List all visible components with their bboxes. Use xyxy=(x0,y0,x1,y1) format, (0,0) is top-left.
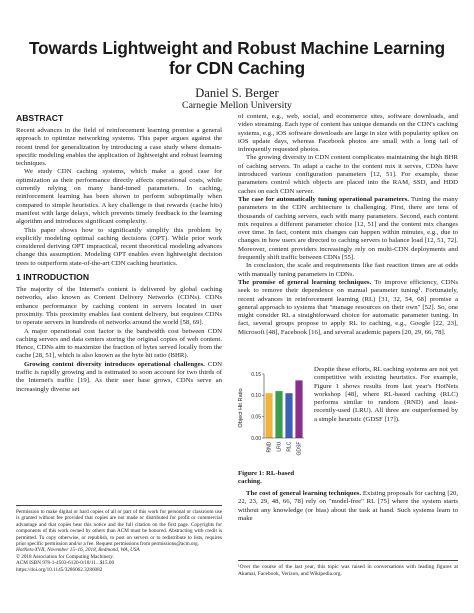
y-tick-label: 0.15 xyxy=(251,371,261,378)
y-tick-label: 0.10 xyxy=(251,393,261,400)
bar-gdsf xyxy=(295,380,302,438)
x-tick-label-rlc: RLC xyxy=(286,441,293,452)
right-paragraph-wrap: Despite these efforts, RL caching systems are not yet competitive with existing heuristics. For example, Figure 1 shows results from last year's HotNets workshop [48], where RL-based caching (RLC) performs similar to random (RND) and least-recently-used (LRU). All three are outperformed by a simple heuristic (GDSF [17]). xyxy=(314,366,458,423)
permission-block xyxy=(16,505,222,573)
abstract-paragraph-3: This paper shows how to significantly simplify this problem by explicitly modeling optimal caching decisions (OPT). While prior work considered deriving OPT impractical, recent theoretical modeling advances change this assumption. Modeling OPT enables even lightweight decision trees to outperform state-of-the-art CDN caching heuristics. xyxy=(16,226,222,267)
doi-link[interactable]: https://doi.org/10.1145/3286062.3286082 xyxy=(16,566,103,573)
right-paragraph-2: The growing diversity in CDN content complicates maintaining the high BHR of caching servers. To adapt a cache to the content mix it serves, CDNs have introduced various configuration parameters [12, 51]. For example, these parameters control which objects are placed into the RAM, SSD, and HDD caches on each CDN server. xyxy=(238,154,458,195)
abstract-paragraph-2: We study CDN caching systems, which make a good case for optimization as their performance directly affects operational costs, while currently relying on many hand-tuned parameters. In caching, reinforcement learning has been shown to perform suboptimally when compared to simple heuristics. A key challenge is that rewards (cache hits) manifest with large delays, which prevents timely feedback to the learning algorithm and introduces significant complexity. xyxy=(16,168,222,226)
figure-1 xyxy=(238,366,314,490)
footnote: ¹Over the course of the last year, this topic was raised in conversations with leading figures at Akamai, Facebook, Verizon, and Wikipedia.org. xyxy=(238,560,458,577)
figure-1-caption-text: RL-based caching. xyxy=(238,470,295,486)
right-paragraph-5-body: To improve efficiency, CDNs seek to remove their dependence on manual parameter tuning¹. Fortunately, recent advances in reinforcement learning (RL) [31, 32, 54, 68] promise a general approach to systems that "manage resources on their own" [52]. So, one might consider RL a straightforward choice for automatic parameter tuning. In fact, several groups propose to apply RL to caching, e.g., Google [22, 23], Microsoft [48], Facebook [16], and several academic papers [20, 29, 66, 78]. xyxy=(238,278,459,336)
right-paragraph-6-lead: The cost of general learning techniques. xyxy=(246,490,362,497)
figure-1-caption xyxy=(238,470,304,487)
author-name: Daniel S. Berger xyxy=(195,86,279,100)
figure-wrap-text xyxy=(314,366,458,424)
conference-info: HotNets-XVII, November 15–16, 2018, Redmond, WA, USA xyxy=(16,547,140,554)
left-column xyxy=(16,113,222,394)
right-paragraph-3-lead: The case for automatically tuning operational parameters. xyxy=(238,195,409,203)
y-tick-label: 0.05 xyxy=(251,414,261,421)
y-axis-label: Object Hit Ratio xyxy=(238,388,244,428)
right-paragraph-5 xyxy=(238,279,458,337)
paper-title xyxy=(16,38,458,78)
x-tick-label-rnd: RND xyxy=(266,441,273,453)
x-tick-label-gdsf: GDSF xyxy=(296,441,303,456)
right-paragraph-3 xyxy=(238,196,458,262)
right-paragraph-6-body: Existing proposals for caching [20, 22, 23, 29, 48, 66, 78] rely on "model-free" RL [75] where the system starts without any knowledge (or bias) about the task at hand. Such systems learn to make xyxy=(238,490,459,522)
right-paragraph-6 xyxy=(238,490,458,523)
intro-paragraph-1: The majority of the Internet's content is delivered by global caching networks, also known as Content Delivery Networks (CDNs). CDNs enhance performance by caching content in servers located in user proximity. This proximity enables fast content delivery, but requires CDNs to operate servers in hundreds of networks around the world [58, 69]. xyxy=(16,286,222,327)
title-line-1: Towards Lightweight and Robust Machine Learning xyxy=(28,38,446,58)
title-line-2: for CDN Caching xyxy=(168,58,305,78)
right-paragraph-5-lead: The promise of general learning techniques. xyxy=(238,278,372,286)
intro-paragraph-3-lead: Growing content diversity introduces operational challenges. xyxy=(24,360,205,368)
intro-paragraph-3-body: CDN traffic is rapidly growing and is estimated to soon account for two thirds of the Internet's traffic [19]. As their user base grows, CDNs serve an increasingly diverse set xyxy=(16,360,222,393)
author-block xyxy=(0,86,474,112)
bar-rlc xyxy=(285,393,292,438)
right-paragraph-4: In conclusion, the scale and requirements like fast reaction times are at odds with manually tuning parameters in CDNs. xyxy=(238,262,458,278)
bar-lru xyxy=(275,391,282,438)
right-paragraph-1: of content, e.g., web, social, and ecommerce sites, software downloads, and video streaming. Each type of content has unique demands on the CDN's caching systems, e.g., iOS software downloads are large in size with popularity spikes on iOS update days, whereas Facebook photos are small with a long tail of infrequently requested photos. xyxy=(238,113,458,154)
right-paragraph-3-body: Tuning the many parameters in the CDN architecture is challenging. First, there are tens of thousands of caching servers, each with many parameters. Second, each content mix requires a different parameter choice [12, 51] and the content mix changes over time. In fact, content mix changes can happen within minutes, e.g., due to changes in how users are directed to caching servers to balance load [12, 51, 72]. Moreover, content providers increasingly rely on multi-CDN deployments and frequently shift traffic between CDNs [55]. xyxy=(238,195,458,262)
permission-text: Permission to make digital or hard copies of all or part of this work for personal or classroom use is granted without fee provided that copies are not made or distributed for profit or commercial advantage and that copies bear this notice and the full citation on the first page. Copyrights for components of this work owned by others than ACM must be honored. Abstracting with credit is permitted. To copy otherwise, or republish, to post on servers or to redistribute to lists, requires prior specific permission and/or a fee. Request permissions from permissions@acm.org. xyxy=(16,509,222,548)
bar-rnd xyxy=(265,393,272,438)
intro-paragraph-3 xyxy=(16,361,222,394)
introduction-heading: 1 INTRODUCTION xyxy=(16,272,90,283)
right-column-continued xyxy=(238,490,458,523)
figure-1-caption-label: Figure 1: xyxy=(238,470,265,477)
abstract-paragraph-1: Recent advances in the field of reinforcement learning promise a general approach to optimize networking systems. This paper argues against the recent trend for generalization by introducing a case study where domain-specific modeling enables the application of lightweight and robust learning techniques. xyxy=(16,127,222,168)
copyright-line: © 2018 Association for Computing Machinery. xyxy=(16,553,114,560)
right-column xyxy=(238,113,458,337)
bar-chart xyxy=(238,366,308,470)
intro-paragraph-2: A major operational cost factor is the bandwidth cost between CDN caching servers and data centers storing the original copies of web content. Hence, CDNs aim to maximize the fraction of bytes served locally from the cache [28, 51], which is also known as the byte hit ratio (BHR). xyxy=(16,327,222,360)
author-affiliation: Carnegie Mellon University xyxy=(182,100,292,111)
abstract-heading: ABSTRACT xyxy=(16,113,64,123)
x-tick-label-lru: LRU xyxy=(276,441,283,452)
isbn-line: ACM ISBN 978-1-4503-6120-0/18/11...$15.00 xyxy=(16,560,115,567)
y-tick-label: 0.00 xyxy=(251,435,261,442)
